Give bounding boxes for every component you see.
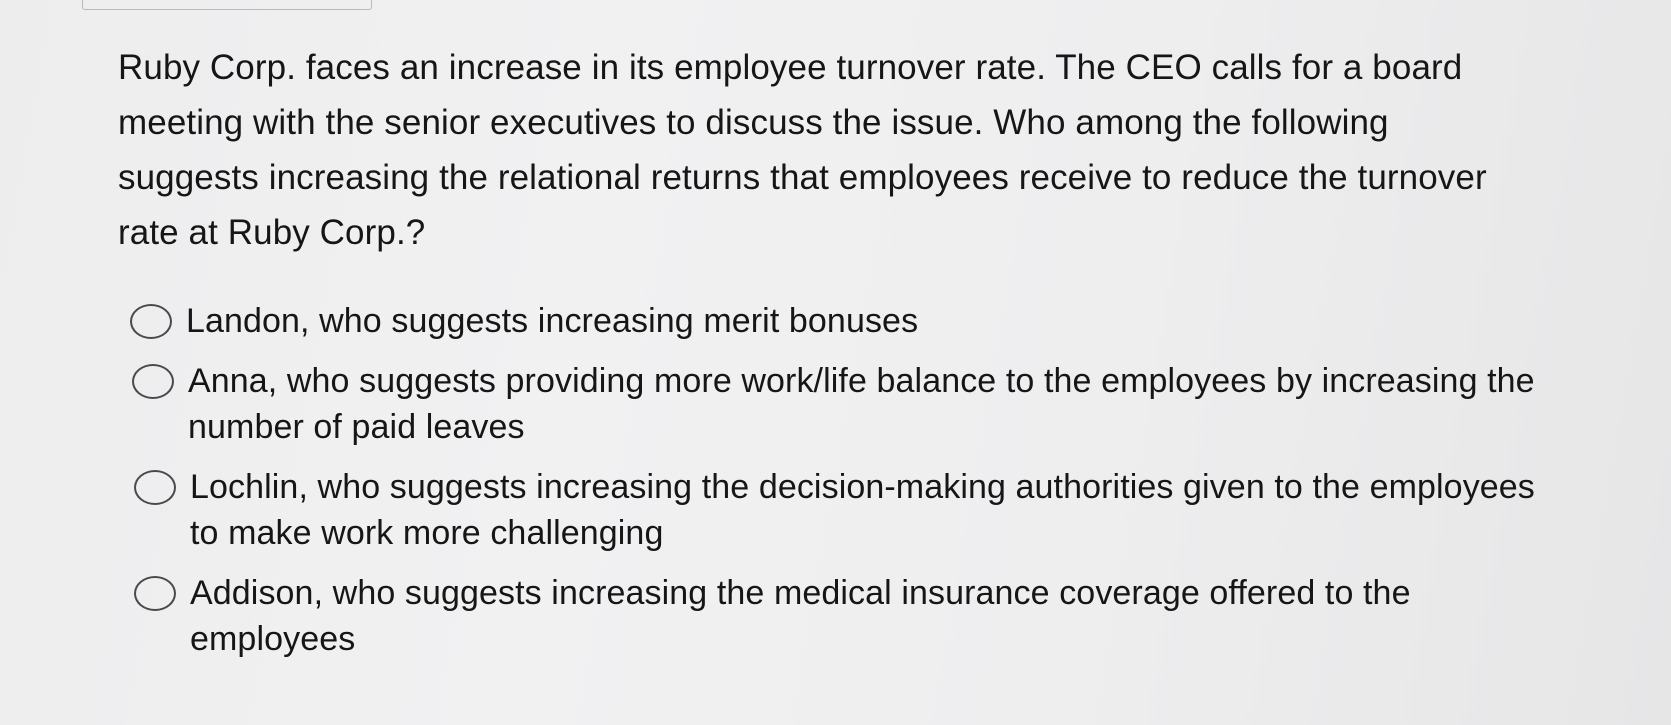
radio-button[interactable] xyxy=(132,364,174,399)
option-addison[interactable] xyxy=(134,570,1540,662)
option-lochlin[interactable] xyxy=(134,464,1540,556)
option-label: Lochlin, who suggests increasing the decision-making authorities given to the employees to make work more challenging xyxy=(190,468,1535,552)
top-tab-edge xyxy=(82,0,372,10)
option-label: Landon, who suggests increasing merit bonuses xyxy=(186,302,919,340)
radio-button[interactable] xyxy=(134,576,176,611)
option-label: Addison, who suggests increasing the medical insurance coverage offered to the employees xyxy=(190,574,1411,658)
option-label: Anna, who suggests providing more work/life balance to the employees by increasing the number of paid leaves xyxy=(188,362,1535,446)
option-landon[interactable] xyxy=(130,298,1540,344)
radio-button[interactable] xyxy=(134,470,176,505)
radio-button[interactable] xyxy=(130,304,172,339)
answer-options xyxy=(130,298,1540,662)
question-text: Ruby Corp. faces an increase in its employee turnover rate. The CEO calls for a board meeting with the senior executives to discuss the issue. Who among the following suggests increasing the relational returns that employees receive to reduce the turnover rate at Ruby Corp.? xyxy=(118,48,1487,252)
option-anna[interactable] xyxy=(132,358,1540,450)
